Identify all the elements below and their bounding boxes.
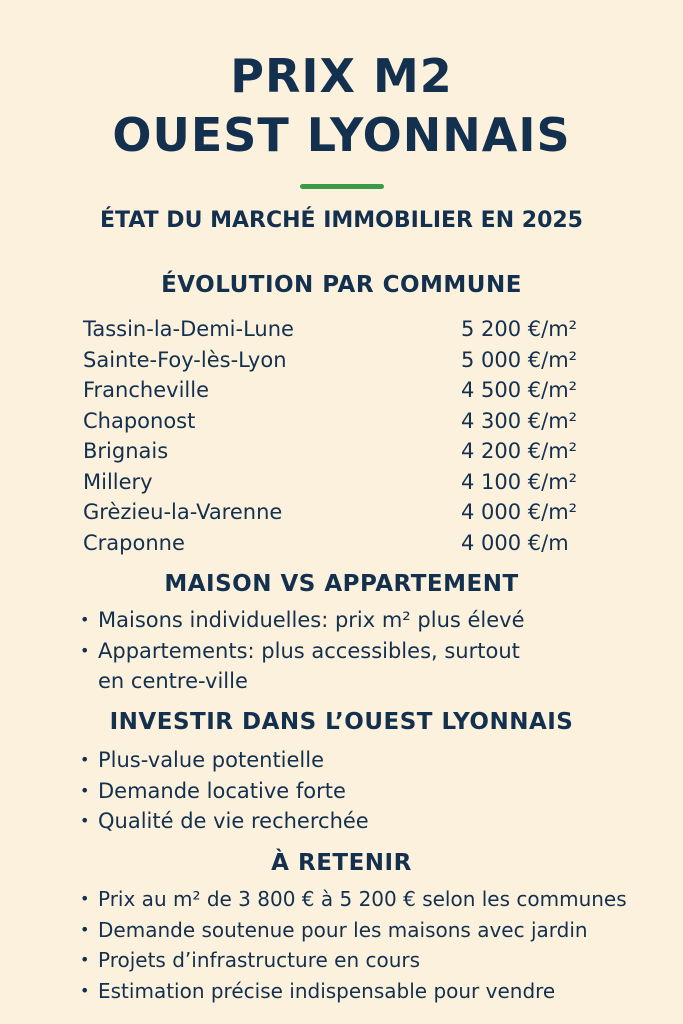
list-item-text: en centre-ville: [98, 669, 248, 693]
bullet-icon: •: [80, 811, 90, 830]
section-heading-maison-vs-appartement: MAISON VS APPARTEMENT: [164, 571, 519, 597]
commune-row: [83, 406, 603, 437]
commune-name: Millery: [83, 469, 153, 494]
commune-price: 4 500 €/m²: [461, 378, 578, 402]
commune-price-list: [83, 314, 603, 558]
bullet-icon: •: [80, 640, 90, 660]
commune-price: 4 100 €/m²: [461, 469, 578, 494]
section-heading-a-retenir: À RETENIR: [271, 850, 412, 876]
page-title-line-2: OUEST LYONNAIS: [112, 108, 571, 162]
commune-row: [83, 375, 603, 406]
commune-price: 4 200 €/m²: [461, 439, 578, 463]
bullet-icon: •: [80, 610, 90, 629]
section-heading-investir: INVESTIR DANS L’OUEST LYONNAIS: [109, 709, 574, 735]
page-title-line-1: PRIX M2: [230, 49, 453, 103]
commune-price: 4 000 €/m: [461, 530, 569, 555]
list-item-text: Maisons individuelles: prix m² plus élevé: [98, 608, 525, 632]
section-heading-evolution: ÉVOLUTION PAR COMMUNE: [161, 272, 522, 298]
list-item: [78, 884, 627, 915]
bullet-icon: •: [80, 780, 90, 800]
commune-row: [83, 528, 603, 559]
page-subtitle: ÉTAT DU MARCHÉ IMMOBILIER EN 2025: [100, 208, 583, 233]
list-item: [78, 976, 627, 1007]
list-item: [78, 806, 369, 837]
list-item-text: Appartements: plus accessibles, surtout: [98, 638, 520, 663]
list-item-continuation: [78, 666, 525, 697]
commune-name: Grèzieu-la-Varenne: [83, 500, 283, 524]
commune-name: Tassin-la-Demi-Lune: [83, 317, 294, 341]
list-item-text: Plus-value potentielle: [98, 748, 325, 772]
commune-price: 4 000 €/m²: [461, 500, 578, 524]
commune-row: [83, 436, 603, 467]
bullet-icon: •: [80, 919, 90, 939]
list-item: [78, 945, 627, 976]
list-item: [78, 745, 369, 776]
list-item-text: Estimation précise indispensable pour vendre: [98, 978, 556, 1003]
list-item-text: Demande locative forte: [98, 778, 346, 803]
bullet-icon: •: [80, 950, 90, 969]
bullet-icon: •: [80, 980, 90, 1000]
commune-name: Craponne: [83, 530, 185, 555]
commune-price: 5 000 €/m²: [461, 347, 578, 372]
list-item: [78, 776, 369, 807]
commune-price: 4 300 €/m²: [461, 408, 578, 433]
list-item: [78, 915, 627, 946]
commune-name: Sainte-Foy-lès-Lyon: [83, 347, 287, 372]
maison-vs-appartement-list: [78, 605, 525, 697]
commune-row: [83, 467, 603, 498]
commune-price: 5 200 €/m²: [461, 317, 578, 341]
a-retenir-list: [78, 884, 627, 1006]
list-item-text: Projets d’infrastructure en cours: [98, 948, 421, 972]
title-divider: [300, 184, 384, 189]
bullet-icon: •: [80, 889, 90, 908]
list-item: [78, 636, 525, 667]
commune-name: Brignais: [83, 439, 169, 463]
list-item-text: Demande soutenue pour les maisons avec jardin: [98, 917, 588, 942]
commune-row: [83, 497, 603, 528]
list-item: [78, 605, 525, 636]
investir-list: [78, 745, 369, 837]
bullet-icon: •: [80, 750, 90, 769]
list-item-text: Qualité de vie recherchée: [98, 809, 369, 833]
commune-row: [83, 345, 603, 376]
commune-name: Francheville: [83, 378, 209, 402]
commune-row: [83, 314, 603, 345]
list-item-text: Prix au m² de 3 800 € à 5 200 € selon les communes: [98, 887, 627, 911]
commune-name: Chaponost: [83, 408, 196, 433]
